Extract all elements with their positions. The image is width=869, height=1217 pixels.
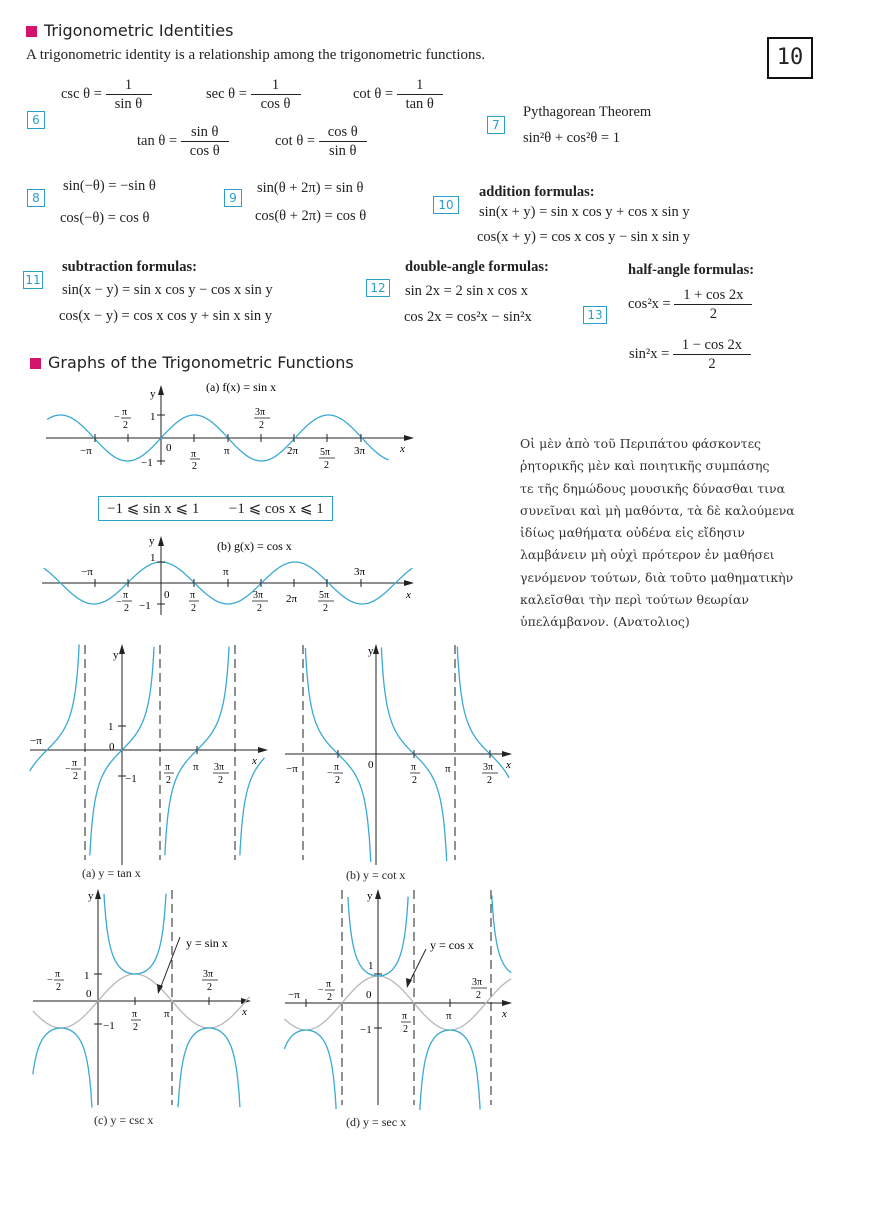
x-axis-arrow-icon — [258, 747, 268, 753]
x-label: x — [406, 589, 411, 601]
subtraction-cos: cos(x − y) = cos x cos y + sin x sin y — [59, 308, 273, 324]
svg-text:π: π — [72, 758, 78, 769]
cot-ratio-fraction — [319, 123, 367, 160]
y-axis-arrow-icon — [158, 536, 164, 546]
svg-text:π: π — [122, 407, 128, 418]
quote-line: λαμβάνειν μὴ οὐχὶ πρότερον ἐν μαθήσει — [520, 547, 775, 563]
csc-den: sin θ — [114, 96, 143, 112]
tick-three-pi: 3π — [354, 566, 366, 578]
x-label: x — [242, 1006, 247, 1018]
half-cos-num: 1 + cos 2x — [674, 286, 752, 305]
formula-number-10: 10 — [433, 196, 459, 214]
greek-quote — [520, 433, 855, 634]
section-marker-icon — [30, 358, 41, 369]
frac-pi-2 — [410, 762, 420, 786]
sec-num: 1 — [251, 76, 301, 95]
svg-text:2: 2 — [192, 461, 197, 472]
quote-line: καλεῖσθαι τὴν περὶ τούτων θεωρίαν — [520, 592, 750, 608]
svg-text:5π: 5π — [319, 590, 330, 601]
tick-neg-pi: −π — [80, 445, 92, 457]
svg-text:−: − — [318, 985, 324, 996]
svg-text:2: 2 — [323, 603, 328, 614]
tick-one: 1 — [108, 721, 114, 733]
svg-text:2: 2 — [259, 420, 264, 431]
frac-5pi-2 — [319, 447, 335, 471]
sin-graph — [0, 375, 440, 475]
y-label: y — [368, 645, 374, 657]
cot-ratio-lhs: cot θ = — [275, 132, 316, 149]
pythagorean-identity: sin²θ + cos²θ = 1 — [523, 130, 620, 146]
tan-asymptotes — [85, 645, 235, 860]
sin-reference-label: y = sin x — [186, 936, 228, 950]
y-axis-arrow-icon — [119, 644, 125, 654]
svg-text:π: π — [123, 590, 129, 601]
csc-graph — [25, 885, 265, 1110]
csc-fraction — [106, 76, 152, 113]
cot-graph — [280, 640, 525, 885]
double-angle-title: double-angle formulas: — [405, 259, 549, 275]
tick-neg-pi: −π — [286, 763, 298, 775]
svg-text:2: 2 — [123, 420, 128, 431]
quote-line: Οἱ μὲν ἀπὸ τοῦ Περιπάτου φάσκοντες — [520, 436, 762, 451]
pythagorean-title: Pythagorean Theorem — [523, 104, 652, 120]
svg-text:3π: 3π — [203, 969, 214, 980]
cos-negative-identity: cos(−θ) = cos θ — [60, 210, 150, 226]
tick-neg-pi: −π — [288, 989, 300, 1001]
subtraction-title: subtraction formulas: — [62, 259, 197, 275]
svg-text:3π: 3π — [255, 407, 266, 418]
half-cos-den: 2 — [709, 306, 717, 322]
tick-one: 1 — [150, 552, 156, 564]
tan-ratio-lhs: tan θ = — [137, 132, 178, 149]
x-label: x — [400, 443, 405, 455]
svg-text:−: − — [327, 768, 333, 779]
quote-line: ῥητορικῆς μὲν καὶ ποιητικῆς συμπάσης — [520, 458, 770, 474]
svg-text:2: 2 — [73, 771, 78, 782]
svg-text:π: π — [411, 762, 417, 773]
sec-graph — [280, 885, 525, 1110]
bounds-box — [98, 496, 333, 521]
quote-line: τε τῆς δημώδους μουσικῆς δύνασθαι τινα — [520, 480, 786, 496]
frac-pi-2 — [189, 590, 199, 614]
cot-identity — [353, 76, 443, 113]
frac-3pi-2 — [254, 407, 270, 431]
csc-num: 1 — [106, 76, 152, 95]
half-angle-sin — [629, 336, 751, 373]
addition-sin: sin(x + y) = sin x cos y + cos x sin y — [479, 204, 690, 220]
cot-fraction — [397, 76, 443, 113]
quote-line: ἰδίως μαθήματα οὐδένα εἰς εἴδησιν — [520, 525, 745, 541]
cot-lhs: cot θ = — [353, 85, 394, 102]
x-axis-arrow-icon — [502, 1000, 512, 1006]
x-axis-arrow-icon — [502, 751, 512, 757]
tick-pi: π — [164, 1008, 170, 1020]
csc-caption: (c) y = csc x — [94, 1113, 154, 1127]
sec-lhs: sec θ = — [206, 85, 247, 102]
tan-ratio-fraction — [181, 123, 229, 160]
svg-text:2: 2 — [412, 775, 417, 786]
tick-neg-one: −1 — [125, 773, 137, 785]
quote-line: γενόμενον τούτων, διὰ τοῦτο μαθηματικὴν — [520, 569, 794, 585]
svg-text:π: π — [165, 762, 171, 773]
csc-lhs: csc θ = — [61, 85, 102, 102]
frac-neg-pi-2 — [47, 969, 64, 993]
formula-number-9: 9 — [224, 189, 242, 207]
sin-label-pointer — [160, 937, 180, 989]
tick-zero: 0 — [368, 759, 374, 771]
tan-ticks — [118, 726, 197, 776]
tan-graph — [25, 640, 270, 885]
frac-3pi-2 — [482, 762, 498, 786]
tan-ratio-den: cos θ — [189, 143, 220, 159]
cos-reference-label: y = cos x — [430, 938, 474, 952]
frac-pi-2 — [164, 762, 174, 786]
y-label: y — [88, 890, 94, 902]
svg-text:3π: 3π — [483, 762, 494, 773]
frac-neg-pi-2 — [318, 979, 335, 1003]
tick-pi: π — [446, 1010, 452, 1022]
svg-text:−: − — [65, 764, 71, 775]
csc-ticks — [94, 974, 209, 1024]
y-axis-arrow-icon — [373, 644, 379, 654]
svg-text:π: π — [132, 1009, 138, 1020]
tick-pi: π — [224, 445, 230, 457]
tick-pi: π — [193, 761, 199, 773]
sec-fraction — [251, 76, 301, 113]
section-title-text: Graphs of the Trigonometric Functions — [48, 353, 354, 372]
cot-ratio-den: sin θ — [328, 143, 357, 159]
frac-pi-2 — [401, 1011, 411, 1035]
svg-text:2: 2 — [218, 775, 223, 786]
pointer-arrow-icon — [157, 984, 163, 994]
tick-one: 1 — [150, 411, 156, 423]
formula-number-8: 8 — [27, 189, 45, 207]
cot-ratio-identity — [275, 123, 367, 160]
tick-zero: 0 — [109, 741, 115, 753]
double-angle-sin: sin 2x = 2 sin x cos x — [405, 283, 528, 299]
tick-pi: π — [445, 763, 451, 775]
formula-number-7: 7 — [487, 116, 505, 134]
svg-text:3π: 3π — [214, 762, 225, 773]
intro-text: A trigonometric identity is a relationship among the trigonometric functions. — [26, 47, 486, 63]
frac-pi-2 — [190, 449, 200, 472]
y-axis-arrow-icon — [375, 889, 381, 899]
tick-neg-one: −1 — [360, 1024, 372, 1036]
svg-text:2: 2 — [476, 990, 481, 1001]
tick-neg-pi: −π — [30, 735, 42, 747]
svg-text:2: 2 — [191, 603, 196, 614]
svg-text:2: 2 — [335, 775, 340, 786]
svg-text:2: 2 — [124, 603, 129, 614]
svg-text:π: π — [326, 979, 332, 990]
y-label: y — [113, 649, 119, 661]
formula-number-11: 11 — [23, 271, 43, 289]
formula-number-12: 12 — [366, 279, 390, 297]
tick-zero: 0 — [366, 989, 372, 1001]
frac-neg-pi-2 — [114, 407, 131, 431]
svg-text:−: − — [47, 975, 53, 986]
x-label: x — [506, 759, 511, 771]
bounds-sin: −1 ⩽ sin x ⩽ 1 — [107, 501, 200, 517]
tick-two-pi: 2π — [286, 593, 298, 605]
frac-neg-pi-2 — [327, 762, 343, 786]
svg-text:2: 2 — [56, 982, 61, 993]
cot-den: tan θ — [405, 96, 434, 112]
y-label: y — [150, 388, 156, 400]
svg-text:3π: 3π — [253, 590, 264, 601]
half-angle-cos — [628, 286, 752, 323]
x-axis-arrow-icon — [404, 580, 414, 586]
svg-text:π: π — [190, 590, 196, 601]
svg-text:π: π — [334, 762, 340, 773]
svg-text:π: π — [191, 449, 197, 460]
y-axis-arrow-icon — [95, 889, 101, 899]
sec-asymptotes — [342, 890, 491, 1105]
svg-text:2: 2 — [166, 775, 171, 786]
half-cos-fraction — [674, 286, 752, 323]
tick-two-pi: 2π — [287, 445, 299, 457]
tan-ratio-num: sin θ — [181, 123, 229, 142]
y-axis-arrow-icon — [158, 385, 164, 395]
sec-identity — [206, 76, 301, 113]
frac-neg-pi-2 — [65, 758, 81, 782]
sec-caption: (d) y = sec x — [346, 1115, 407, 1129]
svg-text:2: 2 — [133, 1022, 138, 1033]
y-label: y — [367, 890, 373, 902]
cos-label-pointer — [409, 949, 426, 983]
section-title-identities — [26, 21, 233, 40]
svg-text:2: 2 — [487, 775, 492, 786]
formula-number-6: 6 — [27, 111, 45, 129]
quote-line: συνεῖναι καὶ μὴ μαθόντα, τὰ δὲ καλούμενα — [520, 502, 795, 518]
subtraction-sin: sin(x − y) = sin x cos y − cos x sin y — [62, 282, 273, 298]
tick-zero: 0 — [86, 988, 92, 1000]
half-angle-title: half-angle formulas: — [628, 262, 755, 278]
section-marker-icon — [26, 26, 37, 37]
sec-den: cos θ — [260, 96, 291, 112]
svg-text:−: − — [114, 412, 120, 423]
y-label: y — [149, 535, 155, 547]
tan-ratio-identity — [137, 123, 229, 160]
sin-period-identity: sin(θ + 2π) = sin θ — [257, 180, 364, 196]
half-sin-fraction — [673, 336, 751, 373]
section-title-text: Trigonometric Identities — [44, 21, 234, 40]
svg-text:2: 2 — [207, 982, 212, 993]
cot-asymptotes — [303, 645, 455, 860]
addition-title: addition formulas: — [479, 184, 595, 200]
svg-text:3π: 3π — [472, 977, 483, 988]
svg-text:π: π — [402, 1011, 408, 1022]
section-title-graphs — [30, 353, 354, 372]
svg-text:2: 2 — [403, 1024, 408, 1035]
cot-caption: (b) y = cot x — [346, 868, 406, 882]
frac-3pi-2 — [471, 977, 487, 1001]
frac-pi-2 — [131, 1009, 141, 1033]
formula-number-13: 13 — [583, 306, 607, 324]
double-angle-cos: cos 2x = cos²x − sin²x — [404, 309, 532, 325]
x-axis-arrow-icon — [404, 435, 414, 441]
tick-zero: 0 — [166, 442, 172, 454]
sin-caption: (a) f(x) = sin x — [206, 380, 277, 394]
tick-neg-one: −1 — [103, 1020, 115, 1032]
svg-text:π: π — [55, 969, 61, 980]
x-label: x — [252, 755, 257, 767]
tick-neg-one: −1 — [139, 600, 151, 612]
half-sin-lhs: sin²x = — [629, 345, 670, 362]
cos-period-identity: cos(θ + 2π) = cos θ — [255, 208, 367, 224]
quote-line: ὑπελάμβανον. (Ανατολιος) — [520, 614, 690, 630]
frac-3pi-2 — [202, 969, 218, 993]
tick-one: 1 — [84, 970, 90, 982]
tick-neg-one: −1 — [141, 457, 153, 469]
sin-negative-identity: sin(−θ) = −sin θ — [63, 178, 156, 194]
csc-identity — [61, 76, 152, 113]
x-label: x — [502, 1008, 507, 1020]
frac-3pi-2 — [252, 590, 268, 614]
frac-3pi-2 — [213, 762, 229, 786]
svg-text:−: − — [116, 597, 122, 608]
tick-neg-pi: −π — [81, 566, 93, 578]
frac-5pi-2 — [318, 590, 334, 614]
tick-one: 1 — [368, 960, 374, 972]
tick-three-pi: 3π — [354, 445, 366, 457]
half-sin-den: 2 — [708, 356, 716, 372]
bounds-cos: −1 ⩽ cos x ⩽ 1 — [228, 501, 324, 517]
tan-caption: (a) y = tan x — [82, 866, 141, 880]
svg-text:2: 2 — [257, 603, 262, 614]
addition-cos: cos(x + y) = cos x cos y − sin x sin y — [477, 229, 691, 245]
tick-pi: π — [223, 566, 229, 578]
half-sin-num: 1 − cos 2x — [673, 336, 751, 355]
tick-zero: 0 — [164, 589, 170, 601]
cot-num: 1 — [397, 76, 443, 95]
cot-ratio-num: cos θ — [319, 123, 367, 142]
svg-text:5π: 5π — [320, 447, 331, 458]
svg-text:2: 2 — [327, 992, 332, 1003]
cos-caption: (b) g(x) = cos x — [217, 539, 292, 553]
cos-graph — [0, 530, 440, 622]
svg-text:2: 2 — [324, 460, 329, 471]
half-cos-lhs: cos²x = — [628, 295, 671, 312]
frac-neg-pi-2 — [116, 590, 132, 614]
page-number: 10 — [767, 37, 813, 79]
